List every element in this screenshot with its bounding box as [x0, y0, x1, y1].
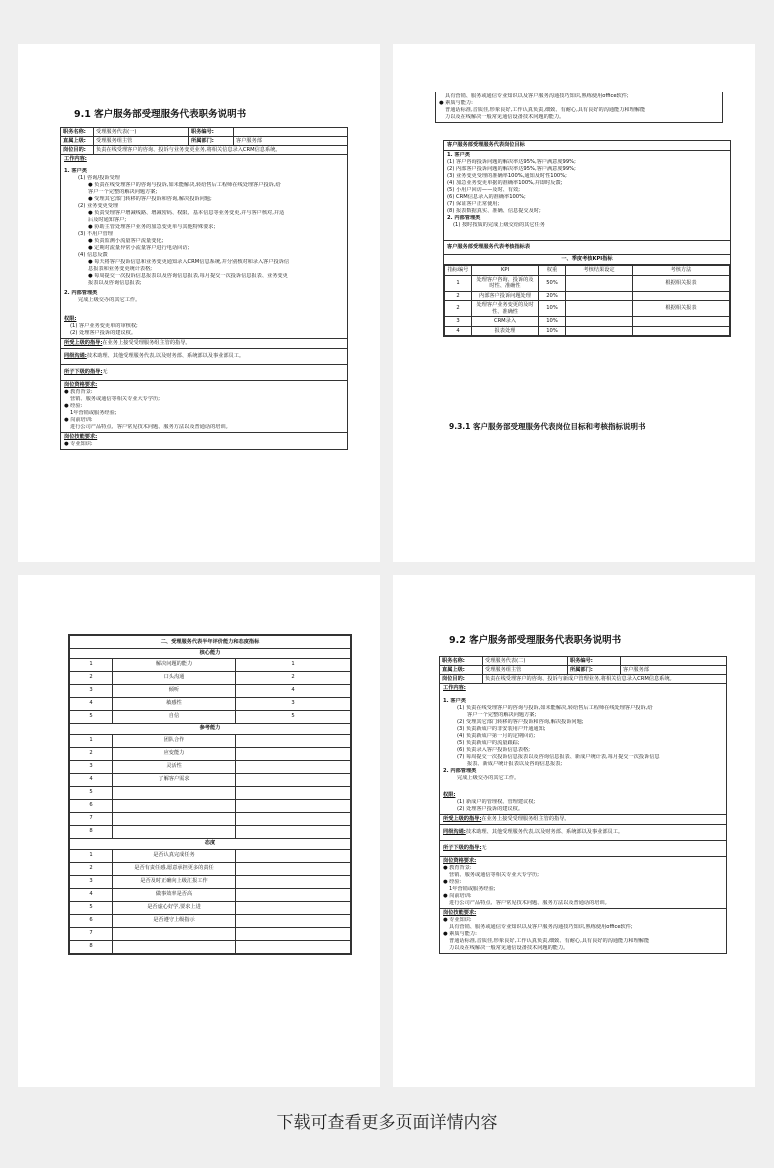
- eval-cell: 4: [70, 697, 113, 710]
- eval-cell: [236, 914, 351, 927]
- skill-line: 力以及在线解决一般常见通信设备技术问题的能力。: [449, 945, 569, 951]
- kpi-cell: 1: [445, 275, 472, 291]
- skill-label: 岗位技能要求:: [64, 434, 98, 440]
- content-line: (1) 咨询/投诉受理: [78, 175, 120, 181]
- eval-cell: 是否遵守上级指示: [113, 914, 236, 927]
- eval-cell: 4: [236, 684, 351, 697]
- content-line: (7) 每周提交一次投诉信息报表以及咨询信息报表、新成户统计表,每月提交一次投诉信息: [457, 754, 660, 760]
- goal-line: (2) 内部客户投诉问题的解决率达95%,客户满意度99%;: [447, 166, 576, 172]
- eval-cell: 2: [236, 671, 351, 684]
- work-content-section: [440, 684, 726, 815]
- eval-cell: 倾听: [113, 684, 236, 697]
- qual-line: ● 岗前培训:: [64, 417, 93, 423]
- goal-line: (6) CRM信息录入的准确率100%;: [447, 194, 526, 200]
- rights-line: (2) 处理客户投诉的建议权。: [70, 330, 137, 336]
- eval-cell: 解决问题的能力: [113, 658, 236, 671]
- kpi-cell: 根据相关报表: [633, 301, 730, 317]
- content-line: 息报表和业务变更统计表格;: [88, 266, 152, 272]
- eval-cell: 1: [236, 658, 351, 671]
- eval-cell: 5: [70, 710, 113, 723]
- evaluation-table: [68, 634, 352, 955]
- coop-label: 同级沟通:: [64, 353, 87, 359]
- eval-cell: [236, 734, 351, 747]
- skill-line: ● 专业知识:: [64, 441, 93, 447]
- eval-cell: 3: [70, 875, 113, 888]
- kpi-header: 指标编号: [445, 266, 472, 276]
- eval-table-title: 二、受理服务代表半年评价能力和态度指标: [70, 636, 351, 649]
- eval-cell: [113, 927, 236, 940]
- kpi-header: KPI: [472, 266, 539, 276]
- eval-cell: 2: [70, 862, 113, 875]
- skill-section: [440, 909, 726, 953]
- goal-line: (4) 加急业务变更单据的准确率100%,并即时反馈;: [447, 180, 563, 186]
- eval-cell: 4: [70, 773, 113, 786]
- job-goal-table: [443, 140, 731, 337]
- goal-line: (1) 按时按质的完成上级交给的其它任务: [453, 222, 545, 228]
- supervision-label: 所受上级的指导:: [443, 816, 482, 822]
- eval-cell: [236, 901, 351, 914]
- job-description-table: [439, 656, 727, 954]
- goal-line: (3) 业务变更受理的准确率100%,通知及时性100%;: [447, 173, 567, 179]
- qual-line: ● 教育背景:: [64, 389, 93, 395]
- rights-line: (1) 客户业务变更单的审核权;: [70, 323, 138, 329]
- skill-label: 岗位技能要求:: [443, 910, 477, 916]
- rights-line: (2) 处理客户投诉的建议权。: [457, 806, 524, 812]
- eval-cell: 是否及时正确向上级汇报工作: [113, 875, 236, 888]
- kpi-header: 权重: [539, 266, 566, 276]
- content-line: 1. 客户类: [64, 168, 87, 174]
- supervision-row: [440, 815, 726, 825]
- goal-line: (1) 客户咨询投诉问题的解决率达95%,客户满意度99%;: [447, 159, 576, 165]
- qual-line: 1年营销或服务经验;: [449, 886, 496, 892]
- content-line: ● 定期对流量异常小流量客户进行电话回访;: [88, 245, 190, 251]
- eval-cell: 3: [70, 684, 113, 697]
- table-row: [70, 888, 351, 901]
- eval-cell: 2: [70, 671, 113, 684]
- table-row: [70, 773, 351, 786]
- skill-line: 普通话标准,音质佳,形象良好,工作认真负责,细致、有耐心,具有良好的沟通能力和理解能: [449, 938, 650, 944]
- kpi-cell: 处理客户咨询、投诉的及时性、准确性: [472, 275, 539, 291]
- eval-cell: 4: [70, 888, 113, 901]
- job-no-label: 职务编号:: [568, 657, 621, 665]
- eval-cell: 5: [236, 710, 351, 723]
- content-line: (2) 受理其它部门转移的客户投诉和咨询,解决投诉问题;: [457, 719, 584, 725]
- skill-section: [61, 433, 347, 449]
- kpi-cell: [566, 275, 633, 291]
- qual-line: 营销、服务或通信等相关专业大专学历;: [449, 872, 539, 878]
- content-line: ● 负责在线受理客户的咨询与投诉,如未能解决,转给售后工程师在线处理客户投诉,给: [88, 182, 281, 188]
- page-title: 9.1 客户服务部受理服务代表职务说明书: [74, 109, 247, 120]
- kpi-cell: CRM录入: [472, 317, 539, 327]
- qualification-label: 岗位资格要求:: [443, 858, 477, 864]
- eval-cell: 1: [70, 658, 113, 671]
- kpi-cell: 处理客户业务变更的及时性、准确性: [472, 301, 539, 317]
- subordinate-row: [440, 841, 726, 857]
- core-ability-title: 核心能力: [70, 649, 351, 659]
- table-row: [445, 275, 730, 291]
- subordinate-label: 所子下级的指导:: [64, 369, 103, 375]
- kpi-cell: [633, 317, 730, 327]
- goal-line: 2. 内部管理类: [447, 215, 481, 221]
- job-no-label: 职务编号:: [189, 128, 234, 136]
- kpi-cell: 根据相关报表: [633, 275, 730, 291]
- eval-cell: [113, 786, 236, 799]
- coop-value: 技术助理、其他受理服务代表,以及财务部、系统部以及事业部员工。: [465, 829, 624, 835]
- table-row: [70, 710, 351, 723]
- rights-label: 权限:: [443, 792, 456, 798]
- attitude-title: 态度: [70, 838, 351, 849]
- eval-cell: [113, 799, 236, 812]
- table-row: [70, 862, 351, 875]
- eval-cell: 8: [70, 825, 113, 838]
- kpi-cell: 10%: [539, 317, 566, 327]
- dept-label: 所属部门:: [568, 666, 621, 674]
- purpose-label: 岗位目的:: [61, 146, 94, 154]
- table-row: [70, 684, 351, 697]
- dept-label: 所属部门:: [189, 137, 234, 145]
- eval-cell: 是否认真完成任务: [113, 849, 236, 862]
- coop-row: [440, 825, 726, 841]
- document-page-3: [18, 575, 380, 1087]
- content-line: 完成上级交办的其它工作。: [457, 775, 520, 781]
- kpi-cell: 10%: [539, 301, 566, 317]
- skill-line: 具有营销、服务或通信专业知识以及客户服务沟通技巧知识,熟练使用office软件;: [449, 924, 633, 930]
- kpi-table: [444, 265, 730, 336]
- rights-label: 权限:: [64, 316, 77, 322]
- content-line: (2) 业务变更受理: [78, 203, 119, 209]
- table-row: [70, 825, 351, 838]
- goal-line: (5) 小用户回访——及时、有效;: [447, 187, 520, 193]
- eval-cell: [236, 812, 351, 825]
- table-row: [70, 747, 351, 760]
- qual-line: ● 经验:: [64, 403, 83, 409]
- eval-cell: 5: [70, 786, 113, 799]
- work-content-section: [61, 155, 347, 339]
- content-line: ● 协助主管处理客户业务的加急变更单与其他特殊要求;: [88, 224, 216, 230]
- content-line: 后及时通知客户;: [88, 217, 127, 223]
- table-row: [445, 291, 730, 301]
- kpi-cell: [566, 301, 633, 317]
- skill-line: ● 素质与能力:: [439, 100, 473, 106]
- skill-continued: [435, 92, 723, 123]
- kpi-cell: 内部客户投诉问题处理: [472, 291, 539, 301]
- job-description-table: [60, 127, 348, 450]
- content-line: (3) 负责新成户的非安装用户开通通知;: [457, 726, 546, 732]
- eval-cell: 是否虚心好学,要求上进: [113, 901, 236, 914]
- eval-cell: [113, 825, 236, 838]
- superior-value: 受理服务组主管: [94, 137, 189, 145]
- content-line: 完成上级交办的其它工作。: [78, 297, 141, 303]
- eval-cell: 2: [70, 747, 113, 760]
- content-line: ● 每周提交一次投诉信息报表以及咨询信息报表,每月提交一次投诉信息报表、业务变更: [88, 273, 288, 279]
- purpose-label: 岗位目的:: [440, 675, 483, 683]
- table-row: [70, 760, 351, 773]
- qualification-section: [61, 381, 347, 433]
- content-line: 2. 内部管理类: [64, 290, 98, 296]
- table-row: [70, 914, 351, 927]
- eval-cell: 3: [70, 760, 113, 773]
- eval-cell: [236, 760, 351, 773]
- eval-cell: 应变能力: [113, 747, 236, 760]
- supervision-value: 在业务上接受受理服务组主管的指导。: [481, 816, 570, 822]
- ref-ability-title: 参考能力: [70, 723, 351, 734]
- job-name-value: 受理服务代表(一): [94, 128, 189, 136]
- kpi-title: 客户服务部受理服务代表考核指标表: [444, 241, 730, 255]
- skill-line: ● 素质与能力:: [443, 931, 477, 937]
- eval-cell: 做事效率是否高: [113, 888, 236, 901]
- kpi-cell: [566, 317, 633, 327]
- kpi-header: 考核方法: [633, 266, 730, 276]
- qualification-section: [440, 857, 726, 909]
- table-row: [70, 658, 351, 671]
- table-row: [70, 812, 351, 825]
- eval-cell: 是否有责任感,愿意承担更多的责任: [113, 862, 236, 875]
- content-line: (1) 负责在线受理客户的咨询与投诉,如未能解决,转给售后工程师在线处理客户投诉,给: [457, 705, 653, 711]
- eval-cell: [113, 812, 236, 825]
- eval-cell: 敏感性: [113, 697, 236, 710]
- page-title: 9.2 客户服务部受理服务代表职务说明书: [449, 635, 622, 646]
- eval-cell: 6: [70, 914, 113, 927]
- eval-cell: [236, 927, 351, 940]
- table-row: [70, 697, 351, 710]
- eval-cell: [236, 875, 351, 888]
- table-row: [70, 940, 351, 953]
- purpose-value: 负责在线受理客户的咨询、投诉与业务变更业务,将相关信息录入CRM信息系统。: [96, 146, 281, 153]
- kpi-cell: 3: [445, 317, 472, 327]
- eval-cell: 自信: [113, 710, 236, 723]
- table-row: [445, 301, 730, 317]
- subordinate-label: 所子下级的指导:: [443, 845, 482, 851]
- eval-cell: [236, 773, 351, 786]
- purpose-value: 负责在线受理客户的咨询、投诉与新成户管理业务,将相关信息录入CRM信息系统。: [485, 675, 675, 682]
- table-row: [70, 799, 351, 812]
- superior-label: 直属上级:: [440, 666, 483, 674]
- kpi-cell: 20%: [539, 291, 566, 301]
- kpi-cell: [566, 326, 633, 336]
- table-row: [70, 901, 351, 914]
- coop-value: 技术助理、其他受理服务代表,以及财务部、系统部以及事业部员工。: [86, 353, 245, 359]
- eval-cell: 团队合作: [113, 734, 236, 747]
- eval-cell: 8: [70, 940, 113, 953]
- eval-cell: [236, 888, 351, 901]
- eval-cell: [236, 799, 351, 812]
- kpi-cell: [633, 326, 730, 336]
- content-line: 报表以及咨询信息报表;: [88, 280, 142, 286]
- coop-row: [61, 349, 347, 365]
- qual-line: ● 岗前培训:: [443, 893, 472, 899]
- eval-cell: 3: [236, 697, 351, 710]
- eval-cell: [236, 786, 351, 799]
- content-line: ● 负责监测小流量客户流量变化;: [88, 238, 164, 244]
- content-line: 2. 内部管理类: [443, 768, 477, 774]
- subordinate-value: 无: [481, 845, 487, 851]
- kpi-cell: 2: [445, 291, 472, 301]
- goal-line: (8) 报表数据真实、准确、信息提交及时;: [447, 208, 541, 214]
- rights-line: (1) 新成户的管理权、管理建议权;: [457, 799, 536, 805]
- document-page-1: [18, 44, 380, 562]
- job-no-value: [621, 657, 726, 665]
- table-row: [70, 734, 351, 747]
- content-line: 1. 客户类: [443, 698, 466, 704]
- goal-line: 1. 客户类: [447, 152, 470, 158]
- table-row: [70, 786, 351, 799]
- job-no-value: [234, 128, 347, 136]
- table-row: [70, 849, 351, 862]
- eval-cell: [236, 940, 351, 953]
- eval-cell: [236, 849, 351, 862]
- qual-line: ● 经验:: [443, 879, 462, 885]
- content-line: 报表、新成户统计报表以及咨询信息报表;: [467, 761, 563, 767]
- subordinate-row: [61, 365, 347, 381]
- content-line: ● 负责受理客户增减线路、增减密码、权限、基本信息等业务变更,并与客户核对,并适: [88, 210, 285, 216]
- eval-cell: 灵活性: [113, 760, 236, 773]
- content-line: 客户一个完整的解决问题方案;: [467, 712, 537, 718]
- content-line: (3) 不用户管理: [78, 231, 113, 237]
- eval-cell: [236, 825, 351, 838]
- kpi-cell: 50%: [539, 275, 566, 291]
- table-row: [70, 671, 351, 684]
- kpi-cell: 报表处理: [472, 326, 539, 336]
- skill-line: ● 专业知识:: [443, 917, 472, 923]
- table-row: [445, 326, 730, 336]
- qual-line: 进行公司产品特点、客户常见技术问题、服务方法以及普通话的培训。: [70, 424, 231, 430]
- kpi-header: 考核结果设定: [566, 266, 633, 276]
- content-line: (5) 负责新成户的流量跟踪;: [457, 740, 520, 746]
- table-row: [445, 317, 730, 327]
- content-line: ● 受理其它部门转移的客户投诉和咨询,解决投诉问题;: [88, 196, 212, 202]
- eval-cell: 7: [70, 927, 113, 940]
- table-row: [70, 875, 351, 888]
- goal-line: (7) 保证客户正常使用;: [447, 201, 500, 207]
- eval-cell: [236, 747, 351, 760]
- document-page-4: [393, 575, 755, 1087]
- kpi-subtitle: 一、季度考核KPI指标: [444, 255, 730, 265]
- qual-line: ● 教育背景:: [443, 865, 472, 871]
- kpi-cell: 4: [445, 326, 472, 336]
- section-heading: 9.3.1 客户服务部受理服务代表岗位目标和考核指标说明书: [449, 422, 646, 431]
- supervision-label: 所受上级的指导:: [64, 340, 103, 346]
- content-line: (6) 负责录入客户投诉信息表格;: [457, 747, 530, 753]
- eval-cell: 了解客户需求: [113, 773, 236, 786]
- table-row: [70, 927, 351, 940]
- job-name-value: 受理服务代表(二): [483, 657, 568, 665]
- qual-line: 进行公司产品特点、客户常见技术问题、服务方法以及普通话的培训。: [449, 900, 610, 906]
- goal-title: 客户服务部受理服务代表岗位目标: [444, 141, 730, 151]
- kpi-cell: [566, 291, 633, 301]
- work-content-label: 工作内容:: [443, 685, 466, 691]
- content-line: (4) 负责新成户第一月的定期回访;: [457, 733, 536, 739]
- dept-value: 客户服务部: [236, 137, 262, 144]
- download-caption: 下载可查看更多页面详情内容: [276, 1113, 498, 1133]
- job-name-label: 职务名称:: [61, 128, 94, 136]
- goal-content: [444, 151, 730, 241]
- job-name-label: 职务名称:: [440, 657, 483, 665]
- kpi-cell: 10%: [539, 326, 566, 336]
- content-line: ● 每天将客户投诉信息和业务变更通知录入CRM信息系统,并分别核对和录入客户投诉信: [88, 259, 290, 265]
- skill-line: 力以及在线解决一般常见通信设备技术问题的能力。: [445, 114, 565, 120]
- eval-cell: [113, 940, 236, 953]
- subordinate-value: 无: [102, 369, 108, 375]
- eval-cell: 7: [70, 812, 113, 825]
- kpi-cell: [633, 291, 730, 301]
- qual-line: 营销、服务或通信等相关专业大专学历;: [70, 396, 160, 402]
- superior-value: 受理服务组主管: [483, 666, 568, 674]
- eval-cell: 1: [70, 734, 113, 747]
- eval-cell: 5: [70, 901, 113, 914]
- content-line: 客户一个完整的解决问题方案;: [88, 189, 158, 195]
- eval-cell: [236, 862, 351, 875]
- superior-label: 直属上级:: [61, 137, 94, 145]
- skill-line: 具有营销、服务或通信专业知识以及客户服务沟通技巧知识,熟练使用office软件;: [445, 93, 629, 99]
- document-page-2: [393, 44, 755, 562]
- content-line: (4) 信息反馈: [78, 252, 108, 258]
- eval-cell: 1: [70, 849, 113, 862]
- skill-line: 普通话标准,音质佳,形象良好,工作认真负责,细致、有耐心,具有良好的沟通能力和理解能: [445, 107, 646, 113]
- qual-line: 1年营销或服务经验;: [70, 410, 117, 416]
- coop-label: 同级沟通:: [443, 829, 466, 835]
- supervision-row: [61, 339, 347, 349]
- qualification-label: 岗位资格要求:: [64, 382, 98, 388]
- eval-cell: 口头沟通: [113, 671, 236, 684]
- kpi-cell: 2: [445, 301, 472, 317]
- work-content-label: 工作内容:: [64, 156, 87, 162]
- supervision-value: 在业务上接受受理服务组主管的指导。: [102, 340, 191, 346]
- dept-value: 客户服务部: [623, 666, 649, 673]
- eval-cell: 6: [70, 799, 113, 812]
